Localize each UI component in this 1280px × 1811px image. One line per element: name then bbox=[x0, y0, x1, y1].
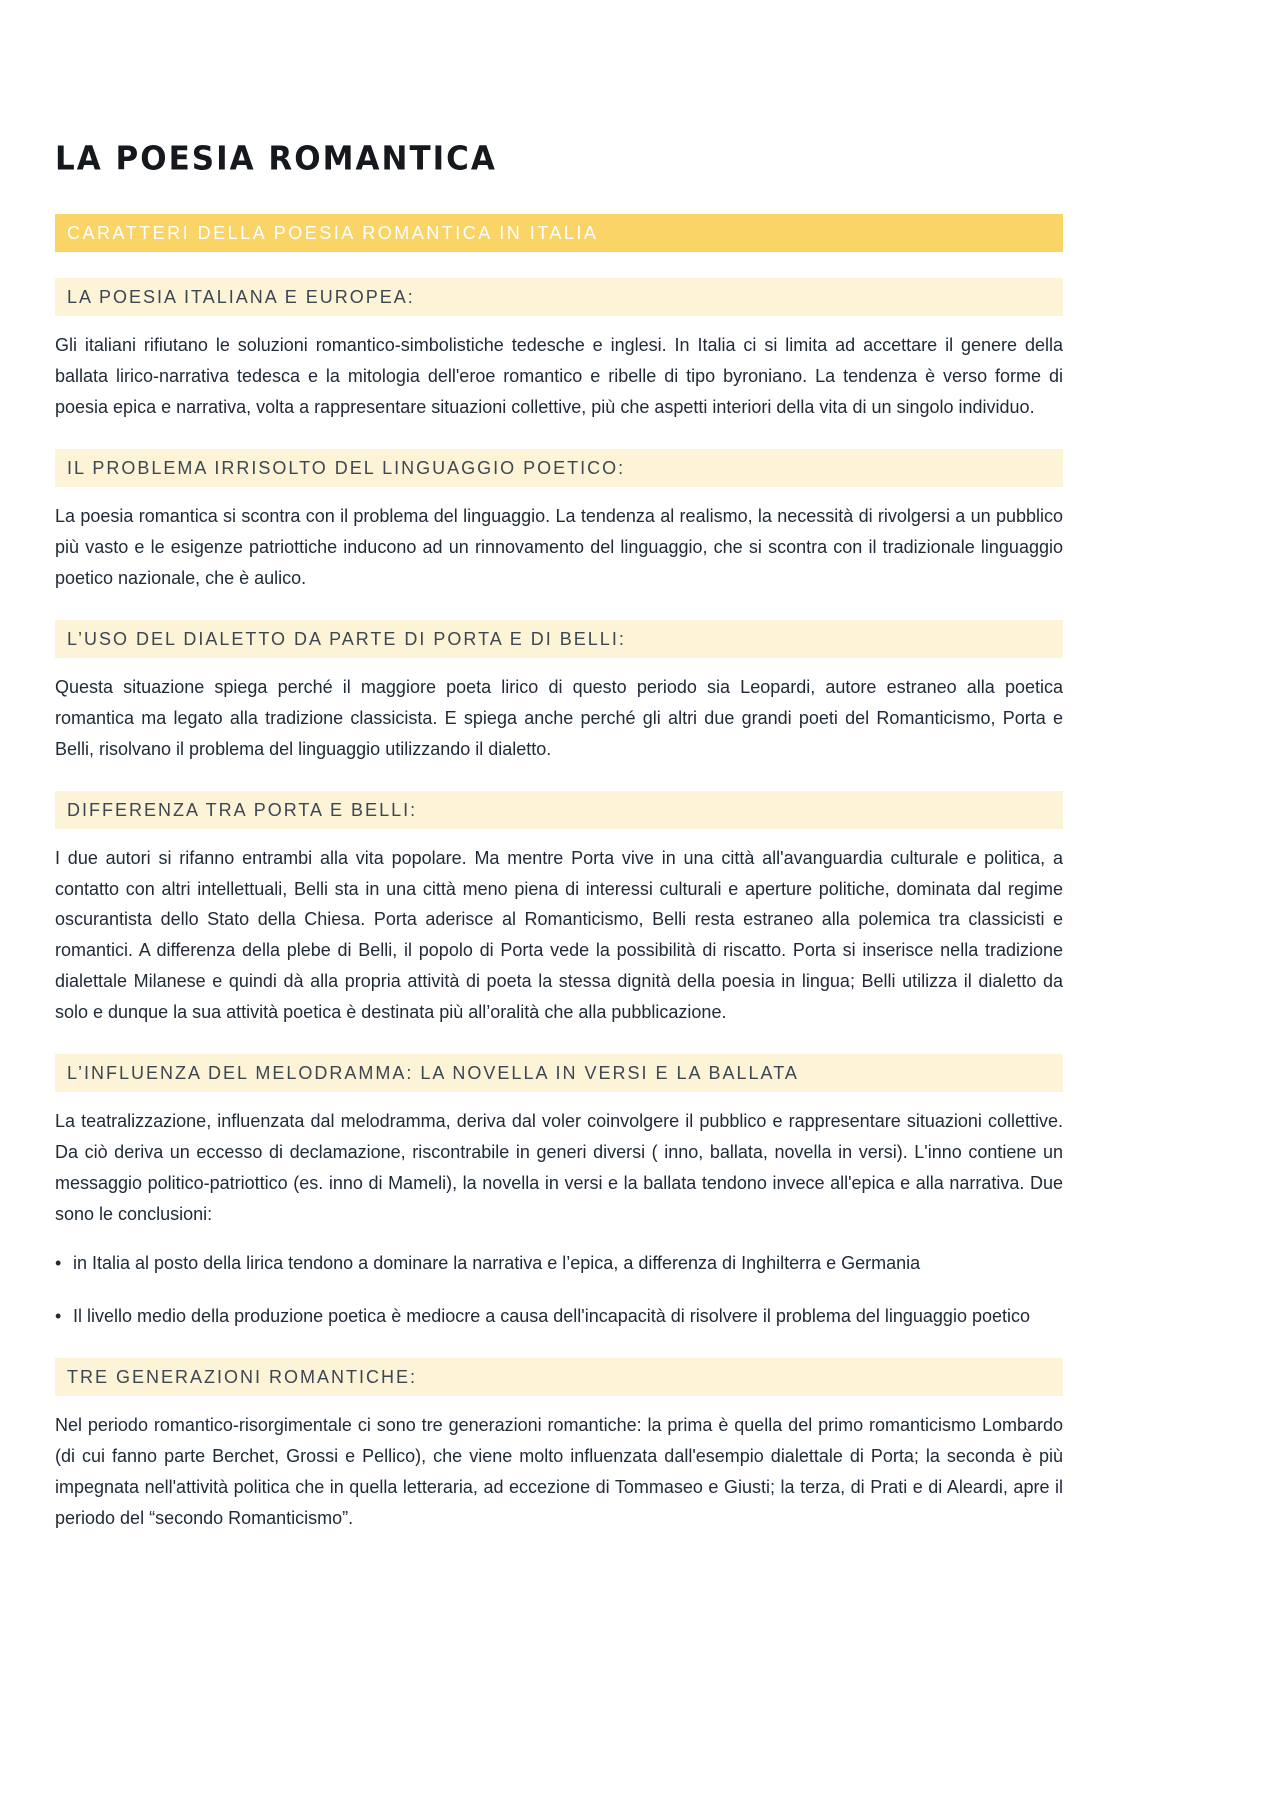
section bbox=[55, 278, 1063, 423]
bullet-item bbox=[55, 1301, 1063, 1332]
section-heading: TRE GENERAZIONI ROMANTICHE: bbox=[55, 1358, 1063, 1396]
paragraph: Questa situazione spiega perché il maggiore poeta lirico di questo periodo sia Leopardi, autore estraneo alla poetica romantica ma legato alla tradizione classicista. E spiega anche perché gli altri due grandi poeti del Romanticismo, Porta e Belli, risolvano il problema del linguaggio utilizzando il dialetto. bbox=[55, 676, 1063, 759]
paragraph: I due autori si rifanno entrambi alla vita popolare. Ma mentre Porta vive in una città all'avanguardia culturale e politica, a contatto con altri intellettuali, Belli sta in una città meno piena di interessi culturali e aperture politiche, dominata dal regime oscurantista dello Stato della Chiesa. Porta aderisce al Romanticismo, Belli resta estraneo alla polemica tra classicisti e romantici. A differenza della plebe di Belli, il popolo di Porta vede la possibilità di riscatto. Porta si inserisce nella tradizione dialettale Milanese e quindi dà alla propria attività di poeta la stessa dignità della poesia in lingua; Belli utilizza il dialetto da solo e dunque la sua attività poetica è destinata più all’oralità che alla pubblicazione. bbox=[55, 847, 1063, 1023]
bullet-text: in Italia al posto della lirica tendono a dominare la narrativa e l’epica, a differenza di Inghilterra e Germania bbox=[73, 1253, 921, 1274]
bullet-marker: • bbox=[55, 1306, 62, 1327]
section-heading: L’USO DEL DIALETTO DA PARTE DI PORTA E DI BELLI: bbox=[55, 620, 1063, 658]
section bbox=[55, 1054, 1063, 1332]
paragraph: Nel periodo romantico-risorgimentale ci sono tre generazioni romantiche: la prima è quella del primo romanticismo Lombardo (di cui fanno parte Berchet, Grossi e Pellico), che viene molto influenzata dall'esempio dialettale di Porta; la seconda è più impegnata nell'attività politica che in quella letteraria, ad eccezione di Tommaseo e Giusti; la terza, di Prati e di Aleardi, apre il periodo del “secondo Romanticismo”. bbox=[55, 1415, 1063, 1528]
page-title: LA POESIA ROMANTICA bbox=[55, 140, 497, 178]
section bbox=[55, 791, 1063, 1029]
bullet-item bbox=[55, 1248, 1063, 1279]
section-heading: IL PROBLEMA IRRISOLTO DEL LINGUAGGIO POETICO: bbox=[55, 449, 1063, 487]
bullet-marker: • bbox=[55, 1253, 62, 1274]
bullet-text: Il livello medio della produzione poetica è mediocre a causa dell'incapacità di risolvere il problema del linguaggio poetico bbox=[73, 1306, 1030, 1327]
section-banner: CARATTERI DELLA POESIA ROMANTICA IN ITALIA bbox=[55, 214, 1063, 252]
section bbox=[55, 1358, 1063, 1534]
section bbox=[55, 449, 1063, 594]
bullet-list bbox=[55, 1248, 1063, 1332]
section-heading: DIFFERENZA TRA PORTA E BELLI: bbox=[55, 791, 1063, 829]
section-heading: L’INFLUENZA DEL MELODRAMMA: LA NOVELLA IN VERSI E LA BALLATA bbox=[55, 1054, 1063, 1092]
paragraph: La poesia romantica si scontra con il problema del linguaggio. La tendenza al realismo, la necessità di rivolgersi a un pubblico più vasto e le esigenze patriottiche inducono ad un rinnovamento del linguaggio, che si scontra con il tradizionale linguaggio poetico nazionale, che è aulico. bbox=[55, 505, 1063, 588]
paragraph: Gli italiani rifiutano le soluzioni romantico-simbolistiche tedesche e inglesi. In Italia ci si limita ad accettare il genere della ballata lirico-narrativa tedesca e la mitologia dell'eroe romantico e ribelle di tipo byroniano. La tendenza è verso forme di poesia epica e narrativa, volta a rappresentare situazioni collettive, più che aspetti interiori della vita di un singolo individuo. bbox=[55, 335, 1063, 417]
section bbox=[55, 620, 1063, 765]
section-heading: LA POESIA ITALIANA E EUROPEA: bbox=[55, 278, 1063, 316]
paragraph: La teatralizzazione, influenzata dal melodramma, deriva dal voler coinvolgere il pubblico e rappresentare situazioni collettive. Da ciò deriva un eccesso di declamazione, riscontrabile in generi diversi ( inno, ballata, novella in versi). L'inno contiene un messaggio politico-patriottico (es. inno di Mameli), la novella in versi e la ballata tendono invece all'epica e alla narrativa. Due sono le conclusioni: bbox=[55, 1111, 1063, 1225]
